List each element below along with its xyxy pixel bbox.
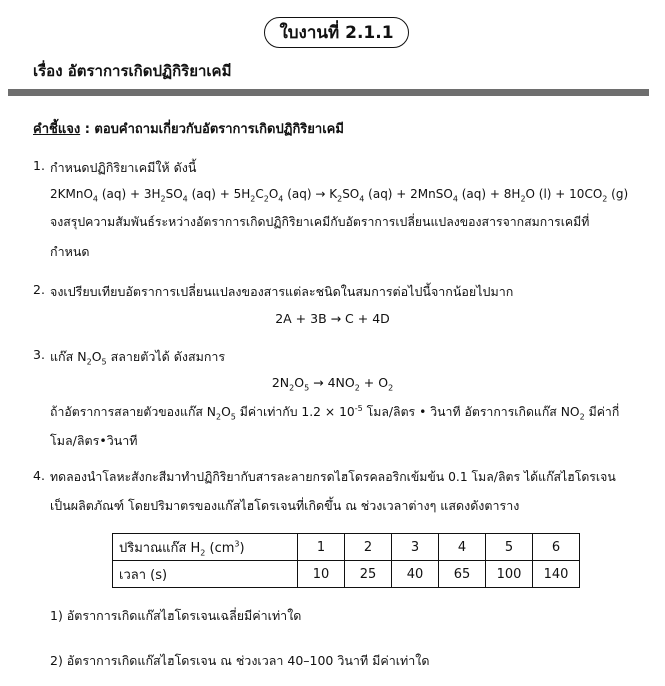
table-cell: 65	[439, 561, 486, 588]
instructions-label: คำชี้แจง	[33, 122, 81, 137]
question-4-number: 4.	[33, 468, 45, 483]
table-cell: 4	[439, 534, 486, 561]
table-cell: 2	[345, 534, 392, 561]
table-row	[113, 561, 580, 588]
table-row	[113, 534, 580, 561]
topic-heading: เรื่อง อัตราการเกิดปฏิกิริยาเคมี	[33, 62, 232, 80]
table-cell: 140	[533, 561, 580, 588]
question-3-line-3: โมล/ลิตร•วินาที	[50, 433, 138, 448]
question-4-line-2: เป็นผลิตภัณฑ์ โดยปริมาตรของแก๊สไฮโดรเจนที่เกิดขึ้น ณ ช่วงเวลาต่างๆ แสดงดังตาราง	[50, 498, 520, 513]
hydrogen-volume-table	[112, 533, 580, 588]
table-cell: 6	[533, 534, 580, 561]
table-cell: 25	[345, 561, 392, 588]
question-1-line-2: จงสรุปความสัมพันธ์ระหว่างอัตราการเกิดปฏิกิริยาเคมีกับอัตราการเปลี่ยนแปลงของสารจากสมการเคมีที่	[50, 215, 590, 229]
question-3-line-2: ถ้าอัตราการสลายตัวของแก๊ส $N_2O_5$ มีค่าเท่ากับ $1.2 \times 10^{-5}$ โมล/ลิตร • วินาที อัตราการเกิดแก๊ส $NO_2$ มีค่ากี่	[50, 403, 620, 422]
question-3-equation: $2N_2O_5 \to 4NO_2 + O_2$	[271, 375, 394, 393]
question-2-equation: 2A + 3B → C + 4D	[275, 311, 390, 326]
worksheet-title-text: ใบงานที่ 2.1.1	[279, 23, 394, 43]
question-1-number: 1.	[33, 158, 45, 173]
question-1-equation: 2KMnO$_4$ $(aq) + 3H_2SO_4$ $(aq) + 5H_2C_2O_4$ $(aq) \to K_2SO_4$ (aq) + 2MnSO$_4$ $(aq) + 8H_2O$ $(l) + 10CO_2$ (g)	[50, 187, 629, 204]
divider-bar	[8, 89, 649, 96]
instructions-text: : ตอบคำถามเกี่ยวกับอัตราการเกิดปฏิกิริยาเคมี	[80, 122, 344, 137]
question-3-number: 3.	[33, 347, 45, 362]
table-cell: 100	[486, 561, 533, 588]
instructions	[33, 118, 344, 139]
question-4-line-1: ทดลองนำโลหะสังกะสีมาทำปฏิกิริยากับสารละลายกรดไฮโดรคลอริกเข้มข้น 0.1 โมล/ลิตร ได้แก๊สไฮโดรเจน	[50, 470, 616, 484]
question-1-line-3: กำหนด	[50, 244, 90, 259]
question-4-subquestion-2: 2) อัตราการเกิดแก๊สไฮโดรเจน ณ ช่วงเวลา 40–100 วินาที มีค่าเท่าใด	[50, 653, 430, 668]
question-2-text: จงเปรียบเทียบอัตราการเปลี่ยนแปลงของสารแต่ละชนิดในสมการต่อไปนี้จากน้อยไปมาก	[50, 284, 514, 299]
table-cell: 3	[392, 534, 439, 561]
table-row-header-volume: ปริมาณแก๊ส $H_2$ $(cm^3)$	[113, 534, 298, 561]
table-cell: 1	[298, 534, 345, 561]
question-1-text: กำหนดปฏิกิริยาเคมีให้ ดังนี้	[50, 160, 197, 175]
question-4-subquestion-1: 1) อัตราการเกิดแก๊สไฮโดรเจนเฉลี่ยมีค่าเท่าใด	[50, 608, 302, 623]
question-2-number: 2.	[33, 282, 45, 297]
table-row-header-time: เวลา (s)	[113, 561, 298, 588]
question-3-text: แก๊ส $N_2O_5$ สลายตัวได้ ดังสมการ	[50, 349, 226, 367]
worksheet-title	[264, 17, 409, 48]
table-cell: 40	[392, 561, 439, 588]
table-cell: 5	[486, 534, 533, 561]
table-cell: 10	[298, 561, 345, 588]
